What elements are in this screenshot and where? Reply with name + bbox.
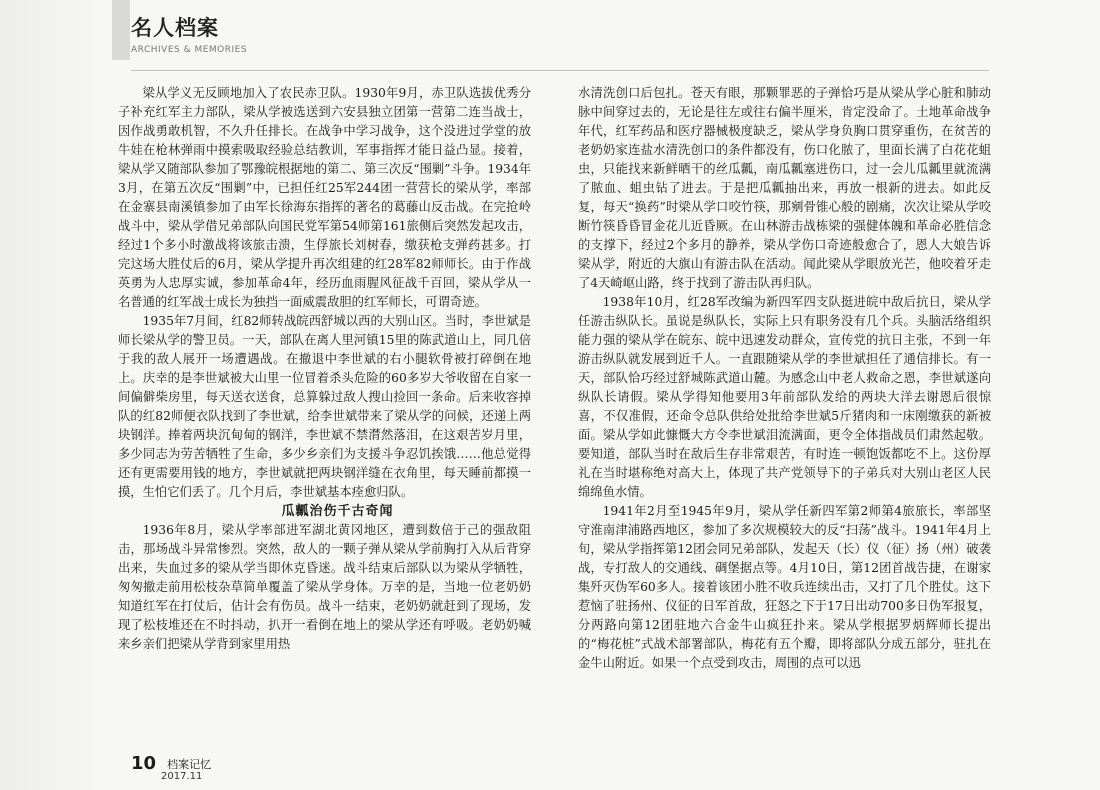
column-subtitle: ARCHIVES & MEMORIES [131, 45, 248, 55]
paragraph: 1936年8月，梁从学率部进军湖北黄冈地区，遭到数倍于己的强敌阻击，那场战斗异常惨烈。突然，敌人的一颗子弹从梁从学前胸打入从后背穿出来，失血过多的梁从学当即休克昏迷。战斗结束后部队以为梁从学牺牲，匆匆撤走前用松枝杂草简单覆盖了梁从学身体。万幸的是，当地一位老奶奶知道红军在打仗后，估计会有伤员。战斗一结束，老奶奶就赶到了现场，发现了松枝堆还在不时抖动，扒开一看倒在地上的梁从学还有呼吸。老奶奶喊来乡亲们把梁从学背到家里用热 [118, 523, 531, 651]
issue-date: 2017.11 [161, 771, 203, 782]
page-gutter-shadow [0, 0, 110, 790]
paragraph: 梁从学义无反顾地加入了农民赤卫队。1930年9月，赤卫队选拔优秀分子补充红军主力部队，梁从学被选送到六安县独立团第一营第二连当战士，因作战勇敢机智，不久升任排长。在战争中学习战争，这个没进过学堂的放牛娃在枪林弹雨中摸索吸取经验总结教训，军事指挥才能日益凸显。接着，梁从学又随部队参加了鄂豫皖根据地的第二、第三次反“围剿”斗争。1934年3月，在第五次反“围剿”中，已担任红25军244团一营营长的梁从学，率部在金寨县南溪镇参加了由军长徐海东指挥的著名的葛藤山反击战。在完抢岭战斗中，梁从学借兄弟部队向国民党军第54师第161旅侧后突然发起攻击，经过1个多小时激战将该旅击溃，生俘旅长刘树春，缴获枪支弹药甚多。打完这场大胜仗后的6月，梁从学提升再次组建的红28军82师师长。由于作战英勇为人忠厚实诚，参加革命4年，经历血雨腥风征战千百回，梁从学从一名普通的红军战士成长为独挡一面威震敌胆的红军师长，可谓奇迹。 [118, 86, 531, 309]
page-number: 10 [131, 753, 157, 774]
column-title: 名人档案 [131, 16, 219, 40]
header-accent-band [112, 0, 130, 60]
header-rule [131, 70, 989, 71]
journal-name: 档案记忆 [167, 757, 212, 771]
page-footer [131, 753, 211, 782]
paragraph: 水清洗创口后包扎。苍天有眼，那颗罪恶的子弹恰巧是从梁从学心脏和肺动脉中间穿过去的，无论是往左或往右偏半厘米，肯定没命了。土地革命战争年代，红军药品和医疗器械极度缺乏，梁从学身负胸口贯穿重伤，在贫苦的老奶奶家连盐水清洗创口的条件都没有，伤口化脓了，里面长满了白花花蛆虫，只能找来新鲜晒干的丝瓜瓤，南瓜瓤塞进伤口，过一会儿瓜瓤里就流满了脓血、蛆虫钻了进去。于是把瓜瓤抽出来，再放一根新的进去。如此反复，每天“换药”时梁从学口咬竹筷，那剜骨锥心般的剧痛，次次让梁从学咬断竹筷昏昏冒金花儿近昏厥。在山林游击战栋梁的强健体魄和革命必胜信念的支撑下，经过2个多月的静养，梁从学伤口奇迹般愈合了，恩人大娘告诉梁从学，附近的大旗山有游击队在活动。闻此梁从学眼放光芒，他咬着牙走了4天崎岖山路，终于找到了游击队再归队。 [578, 86, 991, 290]
right-column [578, 84, 991, 673]
left-column [118, 84, 531, 654]
paragraph: 1938年10月，红28军改编为新四军四支队挺进皖中敌后抗日，梁从学任游击纵队长。虽说是纵队长，实际上只有职务没有几个兵。头脑活络组织能力强的梁从学在皖东、皖中迅速发动群众，宣传党的抗日主张，不到一年游击纵队就发展到近千人。一直跟随梁从学的李世斌担任了通信排长。有一天，部队恰巧经过舒城陈武道山麓。为感念山中老人救命之恩，李世斌遂向纵队长请假。梁从学得知他要用3年前部队发给的两块大洋去谢恩后很惊喜，不仅准假，还命令总队供给处批给李世斌5斤猪肉和一床刚缴获的新被面。梁从学如此慷慨大方令李世斌泪流满面，更令全体指战员们肃然起敬。要知道，部队当时在敌后生存非常艰苦，有时连一顿饱饭都吃不上。这份厚礼在当时堪称绝对高大上，体现了共产党领导下的子弟兵对大别山老区人民绵绵鱼水情。 [578, 295, 991, 499]
section-heading: 瓜瓤治伤千古奇闻 [281, 504, 394, 519]
paragraph: 1935年7月间，红82师转战皖西舒城以西的大别山区。当时，李世斌是师长梁从学的警卫员。一天，部队在离人里河镇15里的陈武道山上，同几倍于我的敌人展开一场遭遇战。在撤退中李世斌的右小腿软骨被打碎倒在地上。庆幸的是李世斌被大山里一位冒着杀头危险的60多岁大爷收留在自家一间偏僻柴房里，每天送衣送食，总算躲过敌人搜山捡回一条命。后来收容掉队的红82师便衣队找到了李世斌，给李世斌带来了梁从学的问候，还递上两块钢洋。捧着两块沉甸甸的钢洋，李世斌不禁潸然落泪，在这艰苦岁月里，多少同志为劳苦牺牲了生命，多少乡亲们为支援斗争忍饥挨饿……他总觉得还有更需要用钱的地方，李世斌就把两块钢洋缝在衣角里，每天睡前都摸一摸，生怕它们丢了。几个月后，李世斌基本痊愈归队。 [118, 314, 531, 499]
paragraph: 1941年2月至1945年9月，梁从学任新四军第2师第4旅旅长，率部坚守淮南津浦路西地区，参加了多次规模较大的反“扫荡”战斗。1941年4月上旬，梁从学指挥第12团会同兄弟部队，发起天（长）仪（征）扬（州）破袭战，专打敌人的交通线、碉堡据点等。4月10日，第12团首战告捷，在谢家集歼灭伪军60多人。接着该团小胜不收兵连续出击，又打了几个胜仗。这下惹恼了驻扬州、仪征的日军首敌，狂怒之下于17日出动700多日伪军报复，分两路向第12团驻地六合金牛山疯狂扑来。梁从学根据罗炳辉师长提出的“梅花桩”式战术部署部队，梅花有五个瓣，即将部队分成五部分，驻扎在金牛山附近。如果一个点受到攻击，周围的点可以迅 [578, 504, 991, 670]
page-header [131, 12, 321, 55]
